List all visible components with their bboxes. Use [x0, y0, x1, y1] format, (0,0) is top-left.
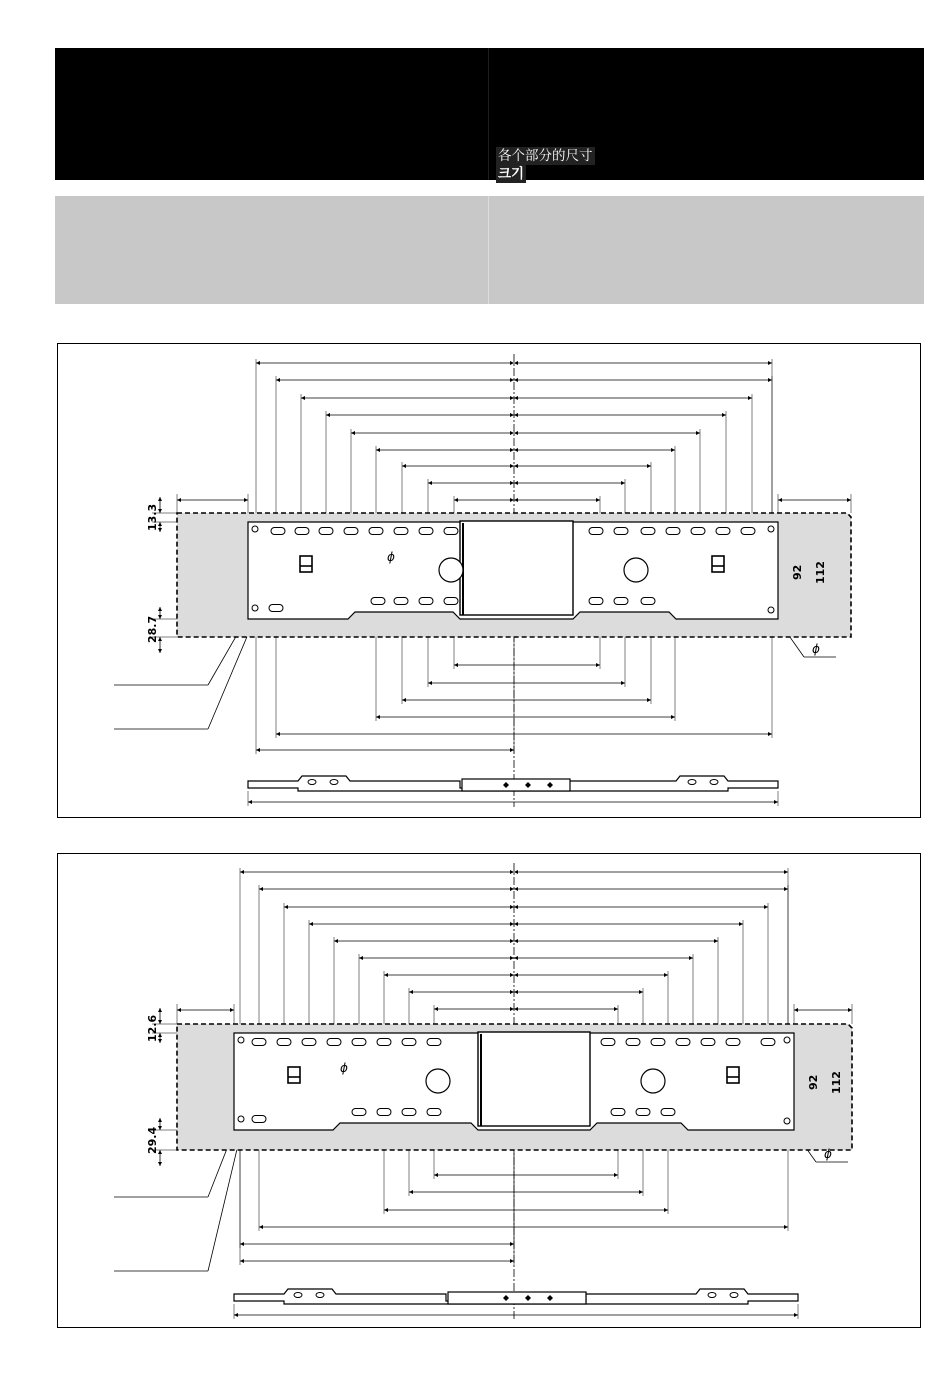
side-view-hole-0 — [294, 1293, 302, 1298]
lower-dim-5-arrow-right — [510, 748, 514, 752]
upper-dim-left-0-arrow-left — [240, 870, 244, 874]
bottom-offset-dim-lower-arrow-bottom — [158, 649, 162, 653]
bottom-offset-label: 29.4 — [146, 1126, 159, 1154]
lower-dim-4-arrow-right — [510, 1242, 514, 1246]
lower-dim-3-arrow-right — [784, 1225, 788, 1229]
mounting-slot-top-2 — [319, 528, 333, 535]
mounting-slot-top-9 — [626, 1039, 640, 1046]
lower-dim-3-arrow-right — [671, 715, 675, 719]
bottom-offset-dim-upper-arrow-top — [158, 607, 162, 611]
mounting-slot-bottom-4 — [589, 598, 603, 605]
margin-dim-right-arrow-left — [778, 498, 782, 502]
round-hole-left — [426, 1069, 450, 1093]
side-view-hole-3 — [730, 1293, 738, 1298]
mounting-slot-bottom-4 — [611, 1109, 625, 1116]
upper-dim-right-7-arrow-right — [639, 990, 643, 994]
mounting-slot-bottom-3 — [427, 1109, 441, 1116]
upper-dim-left-7-arrow-right — [510, 990, 514, 994]
mounting-slot-top-2 — [302, 1039, 316, 1046]
lower-dim-3-arrow-left — [259, 1225, 263, 1229]
upper-dim-right-2-arrow-right — [748, 396, 752, 400]
upper-dim-right-1-arrow-right — [784, 887, 788, 891]
mounting-slot-top-1 — [295, 528, 309, 535]
lower-dim-4-arrow-left — [240, 1242, 244, 1246]
mounting-slot-left-lower — [269, 605, 283, 612]
lower-dim-5-arrow-right — [510, 1259, 514, 1263]
upper-dim-left-7-arrow-right — [510, 481, 514, 485]
upper-dim-right-0-arrow-left — [514, 361, 518, 365]
header-title-ko: 크기 — [498, 166, 525, 182]
mounting-slot-top-14 — [761, 1039, 775, 1046]
upper-dim-left-3-arrow-right — [510, 922, 514, 926]
upper-dim-left-0-arrow-right — [510, 361, 514, 365]
bottom-offset-dim-lower-arrow-bottom — [158, 1162, 162, 1166]
upper-dim-left-8-arrow-right — [510, 498, 514, 502]
side-view-hole-3 — [710, 780, 718, 785]
mounting-slot-top-10 — [651, 1039, 665, 1046]
lower-dim-2-arrow-right — [647, 698, 651, 702]
upper-dim-left-4-arrow-left — [351, 431, 355, 435]
upper-dim-left-7-arrow-left — [428, 481, 432, 485]
corner-hole-2 — [784, 1118, 790, 1124]
upper-dim-right-5-arrow-right — [671, 448, 675, 452]
upper-dim-left-5-arrow-left — [359, 956, 363, 960]
hook-tab-1 — [727, 1067, 739, 1083]
round-hole-left — [439, 558, 463, 582]
mounting-slot-bottom-3 — [444, 598, 458, 605]
mounting-slot-bottom-2 — [419, 598, 433, 605]
upper-dim-left-0-arrow-left — [256, 361, 260, 365]
side-view-center-block — [462, 779, 570, 791]
lower-dim-1-arrow-right — [639, 1190, 643, 1194]
lower-dim-0-arrow-right — [596, 663, 600, 667]
mounting-slot-top-7 — [444, 528, 458, 535]
bracket-drawing-2 — [58, 854, 922, 1329]
bottom-offset-label: 28.7 — [146, 615, 159, 643]
lower-dim-2-arrow-left — [402, 698, 406, 702]
upper-dim-left-2-arrow-right — [510, 905, 514, 909]
corner-hole-2 — [768, 607, 774, 613]
mounting-slot-top-11 — [666, 528, 680, 535]
upper-dim-right-0-arrow-right — [768, 361, 772, 365]
upper-dim-right-6-arrow-left — [514, 973, 518, 977]
mounting-slot-top-6 — [402, 1039, 416, 1046]
side-view-hole-1 — [316, 1293, 324, 1298]
upper-dim-left-6-arrow-right — [510, 464, 514, 468]
lower-dim-4-arrow-left — [276, 732, 280, 736]
top-offset-dim-upper-arrow-top — [158, 497, 162, 501]
mounting-slot-bottom-1 — [394, 598, 408, 605]
lower-dim-2-arrow-right — [664, 1208, 668, 1212]
round-hole-right — [641, 1069, 665, 1093]
header-divider — [488, 48, 489, 180]
upper-dim-left-4-arrow-right — [510, 431, 514, 435]
upper-dim-right-4-arrow-right — [714, 939, 718, 943]
upper-dim-right-5-arrow-right — [689, 956, 693, 960]
lower-dim-1-arrow-right — [621, 681, 625, 685]
upper-dim-right-7-arrow-left — [514, 990, 518, 994]
mounting-slot-bottom-5 — [614, 598, 628, 605]
upper-dim-left-2-arrow-right — [510, 396, 514, 400]
upper-dim-left-1-arrow-left — [276, 378, 280, 382]
side-view-length-dim-arrow-left — [234, 1313, 238, 1317]
mounting-slot-top-9 — [614, 528, 628, 535]
mounting-slot-top-13 — [726, 1039, 740, 1046]
upper-dim-left-2-arrow-left — [301, 396, 305, 400]
corner-hole-1 — [238, 1116, 244, 1122]
mounting-slot-top-10 — [641, 528, 655, 535]
side-view-length-dim-arrow-right — [794, 1313, 798, 1317]
upper-dim-right-5-arrow-left — [514, 956, 518, 960]
mounting-slot-top-6 — [419, 528, 433, 535]
height-outer-label: 112 — [814, 561, 827, 584]
upper-dim-right-4-arrow-left — [514, 939, 518, 943]
lower-dim-2-arrow-left — [384, 1208, 388, 1212]
side-view-length-dim-arrow-right — [774, 800, 778, 804]
height-inner-label: 92 — [807, 1074, 820, 1090]
margin-dim-left-arrow-right — [244, 498, 248, 502]
margin-dim-right-arrow-left — [794, 1008, 798, 1012]
bracket-diagram-2 — [57, 853, 921, 1328]
upper-dim-right-7-arrow-right — [621, 481, 625, 485]
top-offset-dim-upper-arrow-top — [158, 1008, 162, 1012]
upper-dim-left-5-arrow-right — [510, 448, 514, 452]
upper-dim-right-8-arrow-left — [514, 1007, 518, 1011]
upper-dim-right-3-arrow-left — [514, 922, 518, 926]
mounting-slot-bottom-0 — [352, 1109, 366, 1116]
corner-hole-1 — [252, 605, 258, 611]
mounting-slot-bottom-1 — [377, 1109, 391, 1116]
upper-dim-right-8-arrow-left — [514, 498, 518, 502]
lower-dim-3-arrow-left — [376, 715, 380, 719]
mounting-slot-top-4 — [352, 1039, 366, 1046]
mounting-slot-top-8 — [589, 528, 603, 535]
lower-dim-1-arrow-left — [428, 681, 432, 685]
upper-dim-right-1-arrow-left — [514, 378, 518, 382]
upper-dim-left-6-arrow-left — [384, 973, 388, 977]
slot-diameter-label: ϕ — [340, 1061, 348, 1075]
upper-dim-right-6-arrow-right — [647, 464, 651, 468]
upper-dim-left-8-arrow-right — [510, 1007, 514, 1011]
corner-hole-0 — [238, 1037, 244, 1043]
margin-dim-right-arrow-right — [847, 498, 851, 502]
upper-dim-left-8-arrow-left — [434, 1007, 438, 1011]
upper-dim-left-7-arrow-left — [409, 990, 413, 994]
mounting-slot-bottom-2 — [402, 1109, 416, 1116]
upper-dim-right-0-arrow-right — [784, 870, 788, 874]
upper-dim-right-3-arrow-right — [739, 922, 743, 926]
corner-hole-diameter-label: ϕ — [824, 1147, 832, 1161]
corner-hole-0 — [252, 526, 258, 532]
side-view-center-block — [448, 1292, 586, 1304]
lower-dim-1-arrow-left — [409, 1190, 413, 1194]
upper-dim-right-6-arrow-left — [514, 464, 518, 468]
side-view-length-dim-arrow-left — [248, 800, 252, 804]
upper-dim-right-0-arrow-left — [514, 870, 518, 874]
mounting-slot-top-0 — [271, 528, 285, 535]
slot-diameter-label: ϕ — [387, 550, 395, 564]
upper-dim-right-2-arrow-left — [514, 905, 518, 909]
side-view-hole-0 — [308, 780, 316, 785]
mounting-slot-top-14 — [741, 528, 755, 535]
mounting-slot-top-5 — [394, 528, 408, 535]
margin-dim-right-arrow-right — [848, 1008, 852, 1012]
upper-dim-left-0-arrow-right — [510, 870, 514, 874]
lower-dim-0-arrow-right — [614, 1173, 618, 1177]
lower-dim-4-arrow-right — [768, 732, 772, 736]
upper-dim-left-5-arrow-left — [376, 448, 380, 452]
upper-dim-right-4-arrow-right — [696, 431, 700, 435]
corner-hole-3 — [768, 526, 774, 532]
upper-dim-right-1-arrow-right — [768, 378, 772, 382]
mounting-slot-top-5 — [377, 1039, 391, 1046]
upper-dim-right-8-arrow-right — [596, 498, 600, 502]
mounting-slot-bottom-6 — [641, 598, 655, 605]
upper-dim-right-6-arrow-right — [664, 973, 668, 977]
upper-dim-left-3-arrow-left — [326, 413, 330, 417]
mounting-slot-top-1 — [277, 1039, 291, 1046]
bracket-side-view — [248, 776, 778, 806]
upper-dim-right-7-arrow-left — [514, 481, 518, 485]
hook-tab-0 — [288, 1067, 300, 1083]
upper-dim-right-5-arrow-left — [514, 448, 518, 452]
margin-dim-left-arrow-right — [230, 1008, 234, 1012]
round-hole-right — [624, 558, 648, 582]
upper-dim-left-2-arrow-left — [284, 905, 288, 909]
section-header-gray — [55, 196, 924, 304]
upper-dim-right-3-arrow-left — [514, 413, 518, 417]
top-offset-label: 13.3 — [146, 503, 159, 531]
upper-dim-left-4-arrow-left — [334, 939, 338, 943]
upper-dim-left-1-arrow-right — [510, 378, 514, 382]
height-outer-label: 112 — [830, 1071, 843, 1094]
mounting-slot-top-12 — [691, 528, 705, 535]
center-opening — [460, 521, 573, 615]
upper-dim-left-3-arrow-right — [510, 413, 514, 417]
corner-hole-diameter-label: ϕ — [812, 642, 820, 656]
upper-dim-left-8-arrow-left — [454, 498, 458, 502]
bottom-offset-dim-upper-arrow-top — [158, 1118, 162, 1122]
upper-dim-right-4-arrow-left — [514, 431, 518, 435]
lower-dim-5-arrow-left — [240, 1259, 244, 1263]
upper-dim-left-1-arrow-left — [259, 887, 263, 891]
upper-dim-left-1-arrow-right — [510, 887, 514, 891]
mounting-slot-bottom-6 — [661, 1109, 675, 1116]
subheader-divider — [488, 196, 489, 304]
bracket-diagram-1 — [57, 343, 921, 818]
mounting-slot-bottom-5 — [636, 1109, 650, 1116]
header-title-block — [496, 147, 595, 183]
mounting-slot-top-4 — [369, 528, 383, 535]
margin-dim-left-arrow-left — [177, 498, 181, 502]
bracket-body — [177, 1024, 852, 1150]
mounting-slot-top-8 — [601, 1039, 615, 1046]
bracket-body — [177, 513, 851, 637]
mounting-slot-top-7 — [427, 1039, 441, 1046]
upper-dim-left-4-arrow-right — [510, 939, 514, 943]
lower-dim-0-arrow-left — [434, 1173, 438, 1177]
mounting-slot-top-3 — [344, 528, 358, 535]
mounting-slot-bottom-0 — [371, 598, 385, 605]
bracket-side-view — [234, 1289, 798, 1319]
top-offset-label: 12.6 — [146, 1014, 159, 1042]
margin-dim-left-arrow-left — [177, 1008, 181, 1012]
header-title-zh: 各个部分的尺寸 — [498, 148, 593, 164]
side-view-hole-2 — [708, 1293, 716, 1298]
upper-dim-left-6-arrow-left — [402, 464, 406, 468]
mounting-slot-top-0 — [252, 1039, 266, 1046]
lower-dim-5-arrow-left — [256, 748, 260, 752]
center-opening — [478, 1032, 590, 1126]
side-view-hole-2 — [688, 780, 696, 785]
upper-dim-left-3-arrow-left — [309, 922, 313, 926]
upper-dim-right-2-arrow-left — [514, 396, 518, 400]
mounting-slot-top-3 — [327, 1039, 341, 1046]
upper-dim-left-6-arrow-right — [510, 973, 514, 977]
upper-dim-right-2-arrow-right — [764, 905, 768, 909]
side-view-hole-1 — [330, 780, 338, 785]
section-header-black — [55, 48, 924, 180]
upper-dim-right-8-arrow-right — [614, 1007, 618, 1011]
height-inner-label: 92 — [791, 564, 804, 580]
mounting-slot-top-12 — [701, 1039, 715, 1046]
mounting-slot-top-13 — [716, 528, 730, 535]
upper-dim-right-3-arrow-right — [722, 413, 726, 417]
hook-tab-0 — [300, 556, 312, 572]
mounting-slot-left-lower — [252, 1116, 266, 1123]
hook-tab-1 — [712, 556, 724, 572]
mounting-slot-top-11 — [676, 1039, 690, 1046]
upper-dim-right-1-arrow-left — [514, 887, 518, 891]
corner-hole-3 — [784, 1037, 790, 1043]
lower-dim-0-arrow-left — [454, 663, 458, 667]
upper-dim-left-5-arrow-right — [510, 956, 514, 960]
bracket-drawing-1 — [58, 344, 922, 819]
